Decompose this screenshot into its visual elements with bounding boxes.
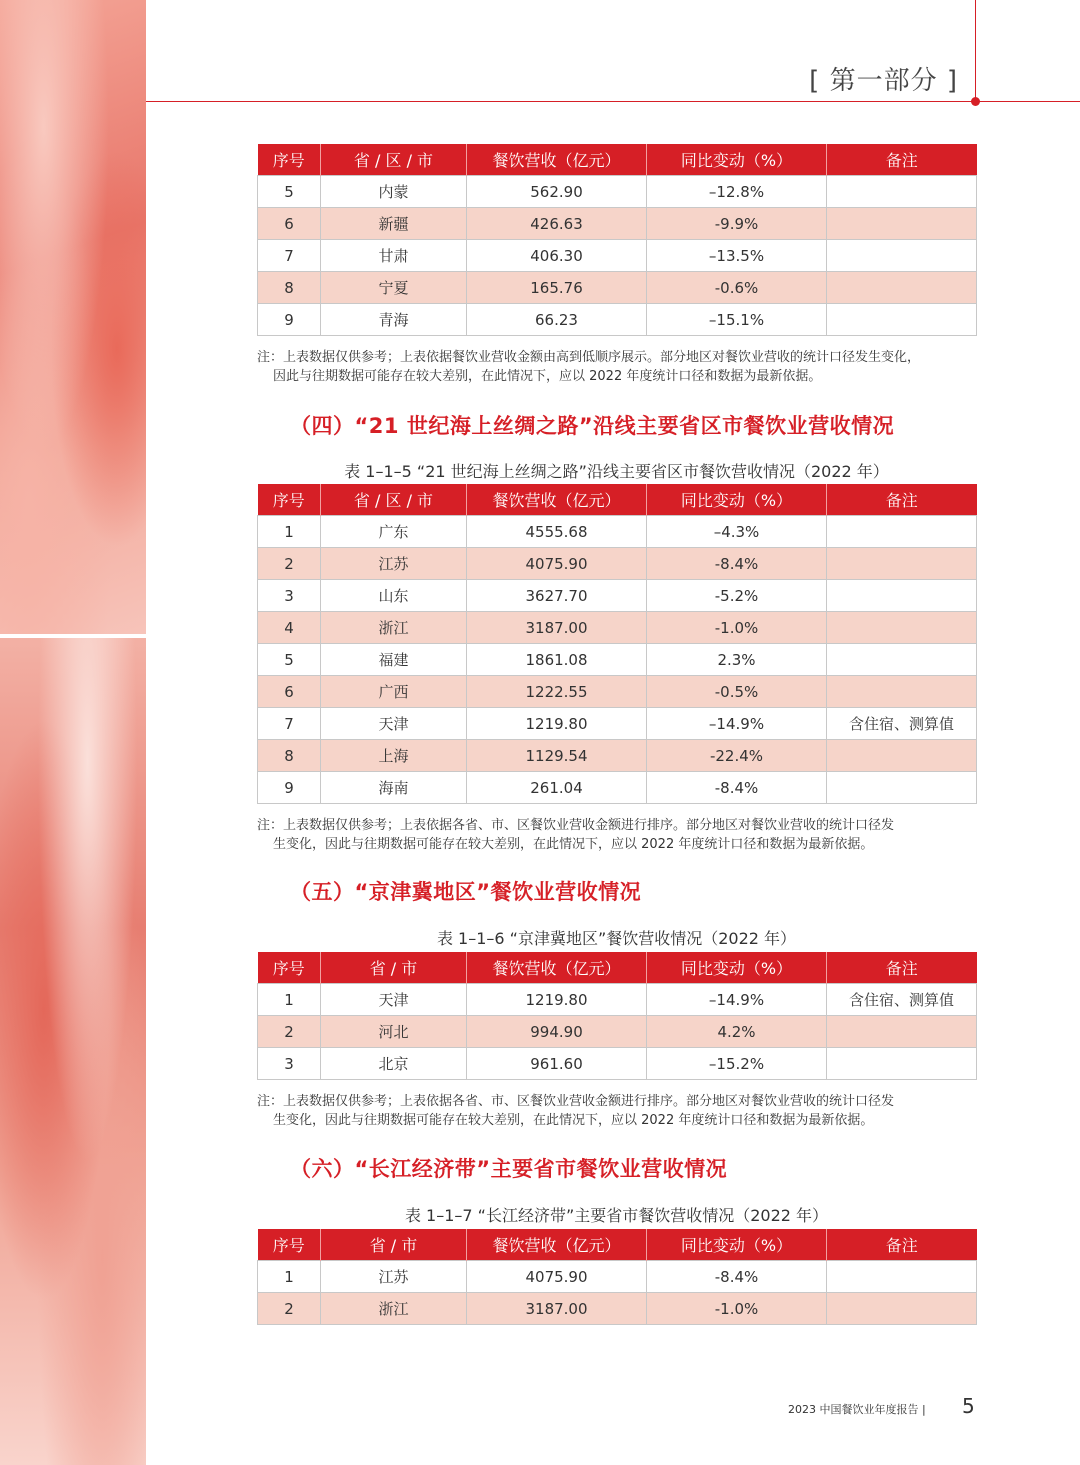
- page-number: 5: [962, 1394, 975, 1418]
- table-header-row: [258, 144, 977, 176]
- section-tag: [ 第一部分 ]: [809, 66, 958, 96]
- table-row: 6 广西 1222.55 -0.5%: [258, 676, 977, 708]
- side-photo-upper: [0, 0, 146, 634]
- table-caption-4: 表 1–1–5 “21 世纪海上丝绸之路”沿线主要省区市餐饮营收情况（2022 年）: [344, 462, 889, 481]
- table-row: 2 江苏 4075.90 -8.4%: [258, 548, 977, 580]
- section-heading-6: （六）“长江经济带”主要省市餐饮业营收情况: [290, 1157, 728, 1181]
- table-header-row: 序号 省 / 市 餐饮营收（亿元） 同比变动（%） 备注: [258, 1229, 977, 1261]
- table-note: 注：上表数据仅供参考；上表依据各省、市、区餐饮业营收金额进行排序。部分地区对餐饮业营收的统计口径发 生变化，因此与往期数据可能存在较大差别，在此情况下，应以 2022 年度统计口径和数据为最新依据。: [257, 818, 895, 852]
- table-row: 3 山东 3627.70 -5.2%: [258, 580, 977, 612]
- header-vertical-rule: [975, 0, 976, 102]
- table-jingjinji: [257, 952, 977, 1080]
- table-note: 注：上表数据仅供参考；上表依据餐饮业营收金额由高到低顺序展示。部分地区对餐饮业营收的统计口径发生变化， 因此与往期数据可能存在较大差别，在此情况下，应以 2022 年度统计口径和数据为最新依据。: [257, 350, 921, 384]
- table-row: 1 广东 4555.68 –4.3%: [258, 516, 977, 548]
- table-northwest: [257, 144, 977, 336]
- col-remark: 备注: [827, 144, 977, 176]
- table-row: 7 甘肃 406.30 –13.5%: [258, 240, 977, 272]
- table-row: 3 北京 961.60 –15.2%: [258, 1048, 977, 1080]
- col-yoy: 同比变动（%）: [647, 144, 827, 176]
- table-note: 注：上表数据仅供参考；上表依据各省、市、区餐饮业营收金额进行排序。部分地区对餐饮业营收的统计口径发 生变化，因此与往期数据可能存在较大差别，在此情况下，应以 2022 年度统计口径和数据为最新依据。: [257, 1094, 895, 1128]
- table-row: 1 天津 1219.80 –14.9% 含住宿、测算值: [258, 984, 977, 1016]
- table-row: 8 上海 1129.54 -22.4%: [258, 740, 977, 772]
- table-maritime-silk-road: [257, 484, 977, 804]
- table-header-row: 序号 省 / 市 餐饮营收（亿元） 同比变动（%） 备注: [258, 952, 977, 984]
- table-header-row: 序号 省 / 区 / 市 餐饮营收（亿元） 同比变动（%） 备注: [258, 484, 977, 516]
- header-rule-dot: [971, 97, 980, 106]
- table-row: 8 宁夏 165.76 -0.6%: [258, 272, 977, 304]
- table-caption-6: 表 1–1–7 “长江经济带”主要省市餐饮营收情况（2022 年）: [404, 1206, 829, 1225]
- table-row: 9 海南 261.04 -8.4%: [258, 772, 977, 804]
- table-row: 2 浙江 3187.00 -1.0%: [258, 1293, 977, 1325]
- header-horizontal-rule: [146, 101, 1080, 102]
- table-row: 5 福建 1861.08 2.3%: [258, 644, 977, 676]
- table-row: 2 河北 994.90 4.2%: [258, 1016, 977, 1048]
- col-region: 省 / 区 / 市: [321, 144, 467, 176]
- table-row: 7 天津 1219.80 –14.9% 含住宿、测算值: [258, 708, 977, 740]
- table-row: 9 青海 66.23 –15.1%: [258, 304, 977, 336]
- decorative-side-photo: [0, 0, 146, 1465]
- section-heading-5: （五）“京津冀地区”餐饮业营收情况: [290, 880, 642, 904]
- section-heading-4: （四）“21 世纪海上丝绸之路”沿线主要省区市餐饮业营收情况: [290, 414, 895, 438]
- table-row: 1 江苏 4075.90 -8.4%: [258, 1261, 977, 1293]
- footer-report-title: 2023 中国餐饮业年度报告 |: [788, 1403, 926, 1416]
- table-row: 6 新疆 426.63 -9.9%: [258, 208, 977, 240]
- col-index: 序号: [258, 144, 321, 176]
- table-row: 5 内蒙 562.90 –12.8%: [258, 176, 977, 208]
- table-yangtze-belt: [257, 1229, 977, 1325]
- side-photo-lower: [0, 638, 146, 1465]
- table-caption-5: 表 1–1–6 “京津冀地区”餐饮营收情况（2022 年）: [436, 929, 797, 948]
- col-revenue: 餐饮营收（亿元）: [467, 144, 647, 176]
- table-row: 4 浙江 3187.00 -1.0%: [258, 612, 977, 644]
